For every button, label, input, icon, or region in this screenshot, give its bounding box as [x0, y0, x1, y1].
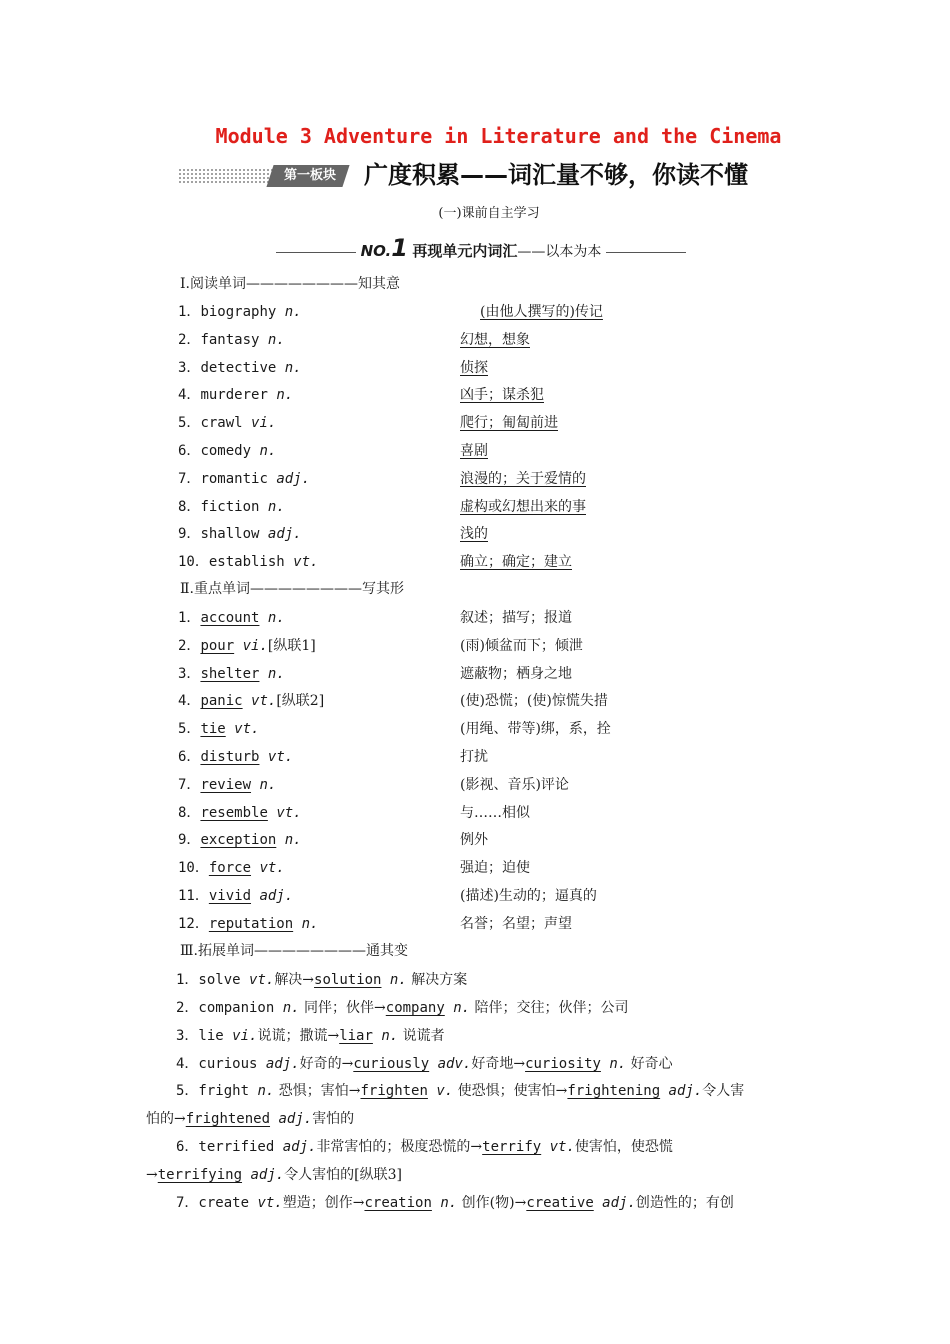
vocab-word: fiction — [200, 498, 260, 515]
expand-line-6-cont: →terrifying adj.令人害怕的[纵联3] — [146, 1167, 403, 1183]
subtitle: (一)课前自主学习 — [438, 206, 540, 221]
expand-line-2: 2．companion n. 同伴；伙伴→company n. 陪伴；交往；伙伴；公司 — [176, 1000, 629, 1016]
cross-ref: [纵联1] — [267, 637, 316, 654]
vocab-row: 4．murderer n. — [178, 387, 294, 404]
vocab-meaning: 强迫；迫使 — [460, 860, 530, 877]
part-of-speech: adj. — [267, 526, 302, 543]
part-of-speech: n. — [259, 443, 277, 459]
vocab-row: 3．shelter n. — [178, 665, 285, 682]
banner-heading: 广度积累——词汇量不够，你读不懂 — [364, 161, 748, 189]
part1-heading: Ⅰ.阅读单词————————知其意 — [180, 276, 400, 292]
vocab-meaning: 浪漫的；关于爱情的 — [460, 470, 586, 487]
part-of-speech: vi. — [242, 637, 268, 654]
module-title: Module 3 Adventure in Literature and the Cinema — [215, 124, 782, 148]
part-of-speech: vt. — [234, 721, 260, 738]
vocab-word: vivid — [208, 888, 252, 904]
part-of-speech: vt. — [251, 693, 277, 710]
vocab-meaning: (雨)倾盆而下；倾泄 — [460, 637, 583, 654]
vocab-meaning: 幻想，想象 — [460, 331, 530, 348]
part-of-speech: n. — [267, 665, 285, 682]
expand-line-7: 7．create vt.塑造；创作→creation n. 创作(物)→creative adj.创造性的；有创 — [176, 1195, 734, 1211]
vocab-meaning: 与……相似 — [460, 804, 530, 821]
vocab-meaning: 名誉；名望；声望 — [460, 915, 572, 932]
vocab-meaning: (描述)生动的；逼真的 — [460, 888, 597, 904]
vocab-word: romantic — [200, 470, 268, 487]
vocab-row: 6．comedy n. — [178, 443, 277, 459]
vocab-word: disturb — [200, 749, 260, 765]
vocab-word: tie — [200, 721, 226, 738]
vocab-row: 3．detective n. — [178, 359, 302, 376]
banner-tag: 第一板块 — [266, 165, 349, 187]
section-heading: NO.1 再现单元内词汇——以本为本 — [0, 234, 950, 262]
part-of-speech: vt. — [259, 860, 285, 877]
part-of-speech: vi. — [251, 415, 277, 432]
vocab-word: murderer — [200, 387, 268, 404]
vocab-meaning: 凶手；谋杀犯 — [460, 387, 544, 404]
vocab-word: panic — [200, 693, 243, 710]
vocab-meaning: 确立；确定；建立 — [460, 554, 572, 571]
part-of-speech: adj. — [259, 888, 294, 904]
vocab-word: account — [200, 610, 260, 626]
part-of-speech: n. — [259, 776, 277, 793]
vocab-row: 12．reputation n. — [178, 915, 319, 932]
vocab-row: 1．account n. — [178, 610, 285, 626]
vocab-row: 9．shallow adj. — [178, 526, 302, 543]
vocab-meaning: 打扰 — [460, 749, 488, 765]
vocab-word: review — [200, 776, 252, 793]
vocab-meaning: 遮蔽物；栖身之地 — [460, 665, 572, 682]
vocab-row: 1．biography n. — [178, 304, 302, 320]
part-of-speech: n. — [276, 387, 294, 404]
vocab-meaning: (使)恐慌；(使)惊慌失措 — [460, 693, 608, 710]
vocab-word: detective — [200, 359, 277, 376]
vocab-row: 7．romantic adj. — [178, 470, 311, 487]
vocab-meaning: 虚构或幻想出来的事 — [460, 498, 586, 515]
vocab-row: 5．tie vt. — [178, 721, 260, 738]
part-of-speech: adj. — [276, 470, 311, 487]
part-of-speech: n. — [284, 832, 302, 849]
expand-line-5: 5．fright n. 恐惧；害怕→frighten v. 使恐惧；使害怕→frightening adj.令人害 — [176, 1083, 745, 1099]
part-of-speech: vt. — [267, 749, 294, 765]
part-of-speech: n. — [267, 610, 285, 626]
cross-ref: [纵联2] — [276, 693, 325, 710]
vocab-word: fantasy — [200, 331, 260, 348]
part-of-speech: n. — [267, 331, 285, 348]
vocab-meaning: 叙述；描写；报道 — [460, 610, 572, 626]
vocab-row: 7．review n. — [178, 776, 277, 793]
part2-heading: Ⅱ.重点单词————————写其形 — [180, 581, 404, 597]
part-of-speech: vt. — [293, 554, 319, 571]
vocab-word: exception — [200, 832, 277, 849]
vocab-meaning: 例外 — [460, 832, 488, 849]
vocab-word: resemble — [200, 804, 268, 821]
vocab-meaning: 侦探 — [460, 359, 488, 376]
vocab-word: pour — [200, 637, 235, 654]
expand-line-5-cont: 怕的→frightened adj.害怕的 — [146, 1111, 355, 1127]
vocab-meaning: 爬行；匍匐前进 — [460, 415, 558, 432]
vocab-row: 8．fiction n. — [178, 498, 285, 515]
vocab-row: 5．crawl vi. — [178, 415, 277, 432]
vocab-word: biography — [200, 304, 277, 320]
vocab-row: 11．vivid adj. — [178, 888, 294, 904]
part-of-speech: n. — [301, 915, 319, 932]
vocab-row: 2．fantasy n. — [178, 331, 285, 348]
vocab-row: 2．pour vi.[纵联1] — [178, 637, 316, 654]
vocab-meaning: 浅的 — [460, 526, 488, 543]
vocab-meaning: (由他人撰写的)传记 — [480, 304, 603, 320]
vocab-word: force — [208, 860, 252, 877]
vocab-word: shallow — [200, 526, 260, 543]
expand-line-3: 3．lie vi.说谎；撒谎→liar n. 说谎者 — [176, 1028, 445, 1044]
dotted-decoration — [178, 168, 273, 184]
expand-line-1: 1．solve vt.解决→solution n. 解决方案 — [176, 972, 468, 988]
vocab-word: shelter — [200, 665, 260, 682]
vocab-row: 6．disturb vt. — [178, 749, 294, 765]
section-banner — [178, 158, 758, 192]
vocab-meaning: (影视、音乐)评论 — [460, 776, 569, 793]
part-of-speech: n. — [284, 304, 302, 320]
vocab-word: establish — [208, 554, 285, 571]
vocab-row: 4．panic vt.[纵联2] — [178, 693, 325, 710]
part3-heading: Ⅲ.拓展单词————————通其变 — [180, 943, 408, 959]
vocab-row: 10．force vt. — [178, 860, 285, 877]
vocab-meaning: 喜剧 — [460, 443, 488, 459]
vocab-word: reputation — [208, 915, 294, 932]
part-of-speech: n. — [284, 359, 302, 376]
vocab-row: 9．exception n. — [178, 832, 302, 849]
expand-line-4: 4．curious adj.好奇的→curiously adv.好奇地→curiosity n. 好奇心 — [176, 1056, 673, 1072]
part-of-speech: vt. — [276, 804, 302, 821]
vocab-word: crawl — [200, 415, 243, 432]
part-of-speech: n. — [267, 498, 285, 515]
vocab-row: 10．establish vt. — [178, 554, 319, 571]
vocab-word: comedy — [200, 443, 252, 459]
vocab-row: 8．resemble vt. — [178, 804, 302, 821]
expand-line-6: 6．terrified adj.非常害怕的；极度恐慌的→terrify vt.使害怕，使恐慌 — [176, 1139, 673, 1155]
vocab-meaning: (用绳、带等)绑，系，拴 — [460, 721, 611, 738]
